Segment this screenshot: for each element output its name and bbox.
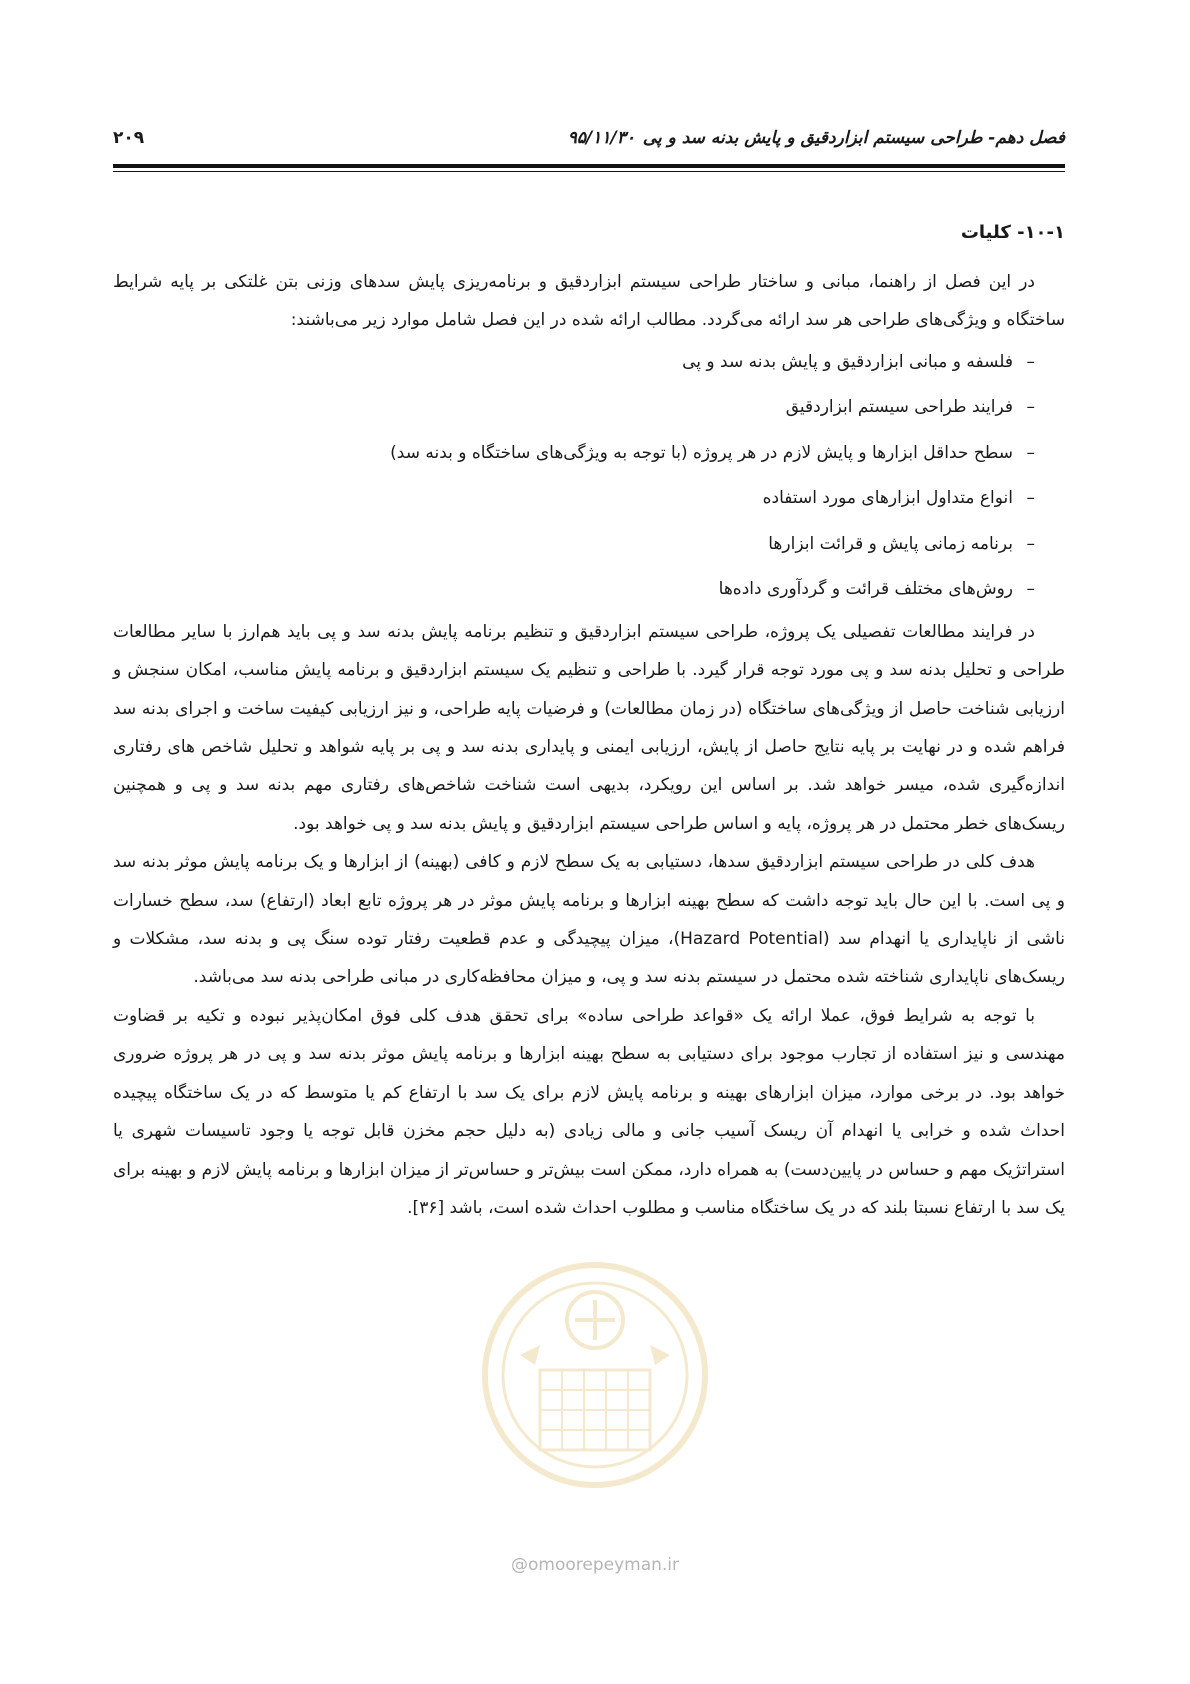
section-title: ۱۰-۱- کلیات — [960, 222, 1065, 243]
body-paragraph-1: در فرایند مطالعات تفصیلی یک پروژه، طراحی سیستم ابزاردقیق و تنظیم برنامه پایش بدنه سد و پی باید هم‌ارز با سایر مطالعات طراحی و تحلیل بدنه سد و پی مورد توجه قرار گیرد. با طراحی و تنظیم یک سیستم ابزاردقیق و برنامه پایش مناسب، امکان سنجش و ارزیابی شناخت حاصل از ویژگی‌های ساختگاه (در زمان مطالعات) و فرضیات پایه طراحی، و نیز ارزیابی کیفیت ساخت و اجرای بدنه سد فراهم شده و در نهایت بر پایه نتایج حاصل از پایش، ارزیابی ایمنی و پایداری بدنه سد و پی بر پایه شواهد و تحلیل شاخص های رفتاری اندازه‌گیری شده، میسر خواهد شد. بر اساس این رویکرد، بدیهی است شناخت شاخص‌های رفتاری مهم بدنه سد و پی و همچنین ریسک‌های خطر محتمل در هر پروژه، پایه و اساس طراحی سیستم ابزاردقیق و پایش بدنه سد و پی خواهد بود. — [113, 621, 1065, 834]
body-paragraph-2: هدف کلی در طراحی سیستم ابزاردقیق سدها، دستیابی به یک سطح لازم و کافی (بهینه) از ابزارها و یک برنامه پایش موثر بدنه سد و پی است. با این حال باید توجه داشت که سطح بهینه ابزارها و برنامه پایش موثر در هر پروژه تابع ابعاد (ارتفاع) سد، سطح خسارات ناشی از ناپایداری یا انهدام سد (Hazard Potential)، میزان پیچیدگی و عدم قطعیت رفتار توده سنگ پی و بدنه سد، مشکلات و ریسک‌های ناپایداری شناخته شده محتمل در سیستم بدنه سد و پی، و میزان محافظه‌کاری در مبانی طراحی بدنه سد می‌باشد. — [113, 852, 1065, 988]
list-item — [113, 385, 1035, 431]
list-item — [113, 522, 1035, 568]
header-rule-thin — [113, 171, 1065, 172]
page-number: ۲۰۹ — [113, 128, 145, 148]
page-content — [113, 218, 1065, 1227]
page-header — [113, 128, 1065, 156]
bullet-dash: – — [1026, 488, 1035, 509]
bullet-dash: – — [1026, 442, 1035, 463]
body-paragraph-3: با توجه به شرایط فوق، عملا ارائه یک «قواعد طراحی ساده» برای تحقق هدف کلی فوق امکان‌پذیر نبوده و تکیه بر قضاوت مهندسی و نیز استفاده از تجارب موجود برای دستیابی به سطح بهینه ابزارها و برنامه پایش موثر بدنه سد و پی در هر پروژه ضروری خواهد بود. در برخی موارد، میزان ابزارهای بهینه و برنامه پایش لازم برای یک سد با ارتفاع کم یا متوسط که در یک ساختگاه پیچیده احداث شده و خرابی یا انهدام آن ریسک آسیب جانی و مالی زیادی (به دلیل حجم مخزن قابل توجه یا وجود تاسیسات شهری یا استراتژیک مهم و حساس در پایین‌دست) به همراه دارد، ممکن است بیش‌تر و حساس‌تر از میزان ابزارها و برنامه پایش لازم و بهینه برای یک سد با ارتفاع نسبتا بلند که در یک ساختگاه مناسب و مطلوب احداث شده است، باشد [۳۶]. — [113, 1005, 1065, 1218]
watermark-site: @omoorepeyman.ir — [510, 1555, 680, 1575]
list-item-text: انواع متداول ابزارهای مورد استفاده — [762, 488, 1013, 509]
list-item — [113, 340, 1035, 386]
bullet-dash: – — [1026, 397, 1035, 418]
chapter-title: فصل دهم- طراحی سیستم ابزاردقیق و پایش بدنه سد و پی — [642, 128, 1065, 148]
list-item-text: روش‌های مختلف قرائت و گردآوری داده‌ها — [718, 579, 1013, 600]
bullet-dash: – — [1026, 579, 1035, 600]
list-item — [113, 567, 1035, 613]
intro-paragraph: در این فصل از راهنما، مبانی و ساختار طراحی سیستم ابزاردقیق و برنامه‌ریزی پایش سدهای وزنی بتن غلتکی بر پایه شرایط ساختگاه و ویژگی‌های طراحی هر سد ارائه می‌گردد. مطالب ارائه شده در این فصل شامل موارد زیر می‌باشند: — [113, 272, 1065, 331]
list-item — [113, 476, 1035, 522]
list-item-text: برنامه زمانی پایش و قرائت ابزارها — [768, 533, 1013, 554]
list-item-text: فرایند طراحی سیستم ابزاردقیق — [785, 397, 1013, 418]
header-rule-thick — [113, 164, 1065, 168]
seal-watermark-icon — [480, 1260, 710, 1490]
list-item-text: سطح حداقل ابزارها و پایش لازم در هر پروژه (با توجه به ویژگی‌های ساختگاه و بدنه سد) — [390, 442, 1013, 463]
list-item — [113, 431, 1035, 477]
bullet-dash: – — [1026, 351, 1035, 372]
bullet-dash: – — [1026, 533, 1035, 554]
bullet-list — [113, 340, 1065, 613]
list-item-text: فلسفه و مبانی ابزاردقیق و پایش بدنه سد و پی — [682, 351, 1013, 372]
header-date: ۹۵/۱۱/۳۰ — [567, 128, 635, 148]
